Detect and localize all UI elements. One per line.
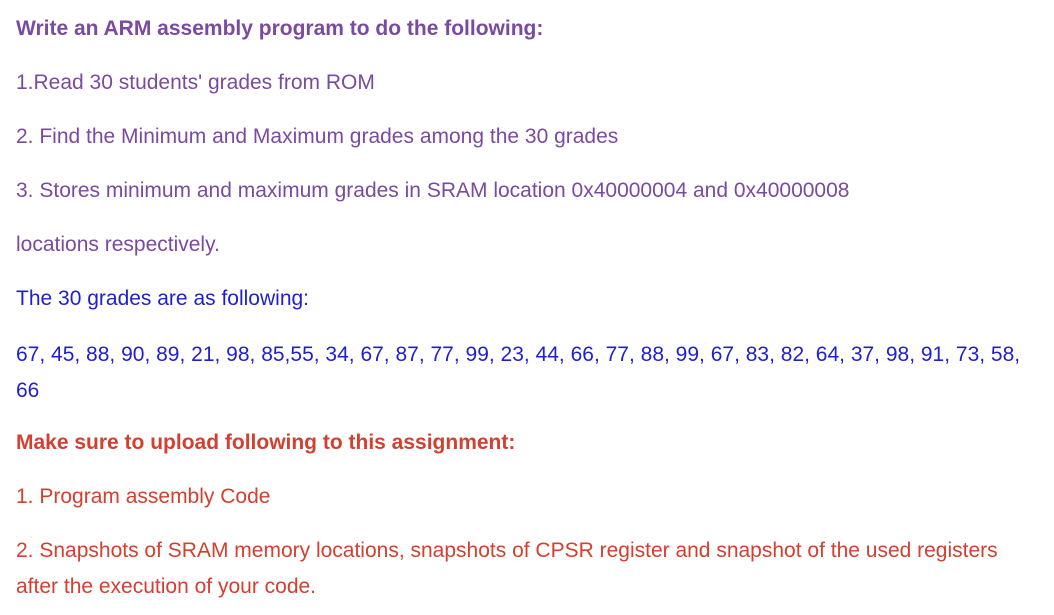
task-3: 3. Stores minimum and maximum grades in SRAM location 0x40000004 and 0x40000008 — [16, 179, 850, 202]
task-3-continuation: locations respectively. — [16, 233, 220, 256]
upload-heading: Make sure to upload following to this assignment: — [16, 431, 516, 454]
grades-intro: The 30 grades are as following: — [16, 287, 310, 310]
upload-item-1: 1. Program assembly Code — [16, 485, 271, 508]
task-1: 1.Read 30 students' grades from ROM — [16, 71, 375, 94]
upload-item-2: 2. Snapshots of SRAM memory locations, snapshots of CPSR register and snapshot of the used registers after the execution of your code. — [16, 539, 998, 598]
task-2: 2. Find the Minimum and Maximum grades among the 30 grades — [16, 125, 619, 148]
assignment-heading: Write an ARM assembly program to do the following: — [16, 17, 544, 40]
grades-list: 67, 45, 88, 90, 89, 21, 98, 85,55, 34, 67, 87, 77, 99, 23, 44, 66, 77, 88, 99, 67, 83, 82, 64, 37, 98, 91, 73, 58, 66 — [16, 343, 1021, 402]
